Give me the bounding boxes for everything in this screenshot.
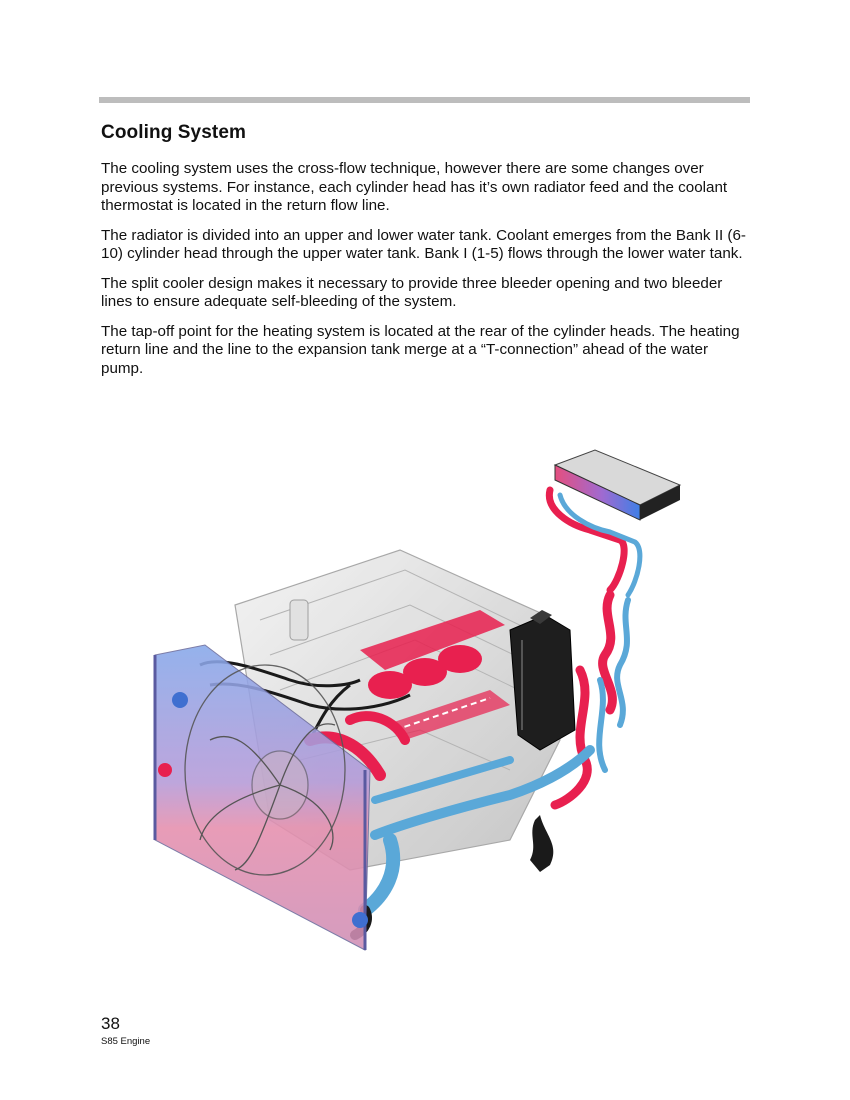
paragraph-2: The radiator is divided into an upper and lower water tank. Coolant emerges from the Bank II (6-10) cylinder head through the upper water tank. Bank I (1-5) flows through the lower water tank. <box>101 226 746 262</box>
paragraph-1: The cooling system uses the cross-flow technique, however there are some changes over previous systems. For instance, each cylinder head has it’s own radiator feed and the coolant thermostat is located in the return flow line. <box>101 160 728 214</box>
heater-core <box>555 450 680 520</box>
paragraph-4: The tap-off point for the heating system is located at the rear of the cylinder heads. The heating return line and the line to the expansion tank merge at a “T-connection” ahead of the water pump. <box>101 322 740 377</box>
paragraph-3: The split cooler design makes it necessary to provide three bleeder opening and two bleeder lines to ensure adequate self-bleeding of the system. <box>101 274 723 310</box>
expansion-tank <box>510 610 575 750</box>
thermostat-housing <box>530 815 553 872</box>
top-rule <box>99 97 750 103</box>
body-text <box>101 160 751 389</box>
cooling-system-illustration <box>150 440 695 955</box>
page-number: 38 <box>101 1014 120 1033</box>
section-title: Cooling System <box>101 122 246 143</box>
footer-label: S85 Engine <box>101 1036 151 1047</box>
